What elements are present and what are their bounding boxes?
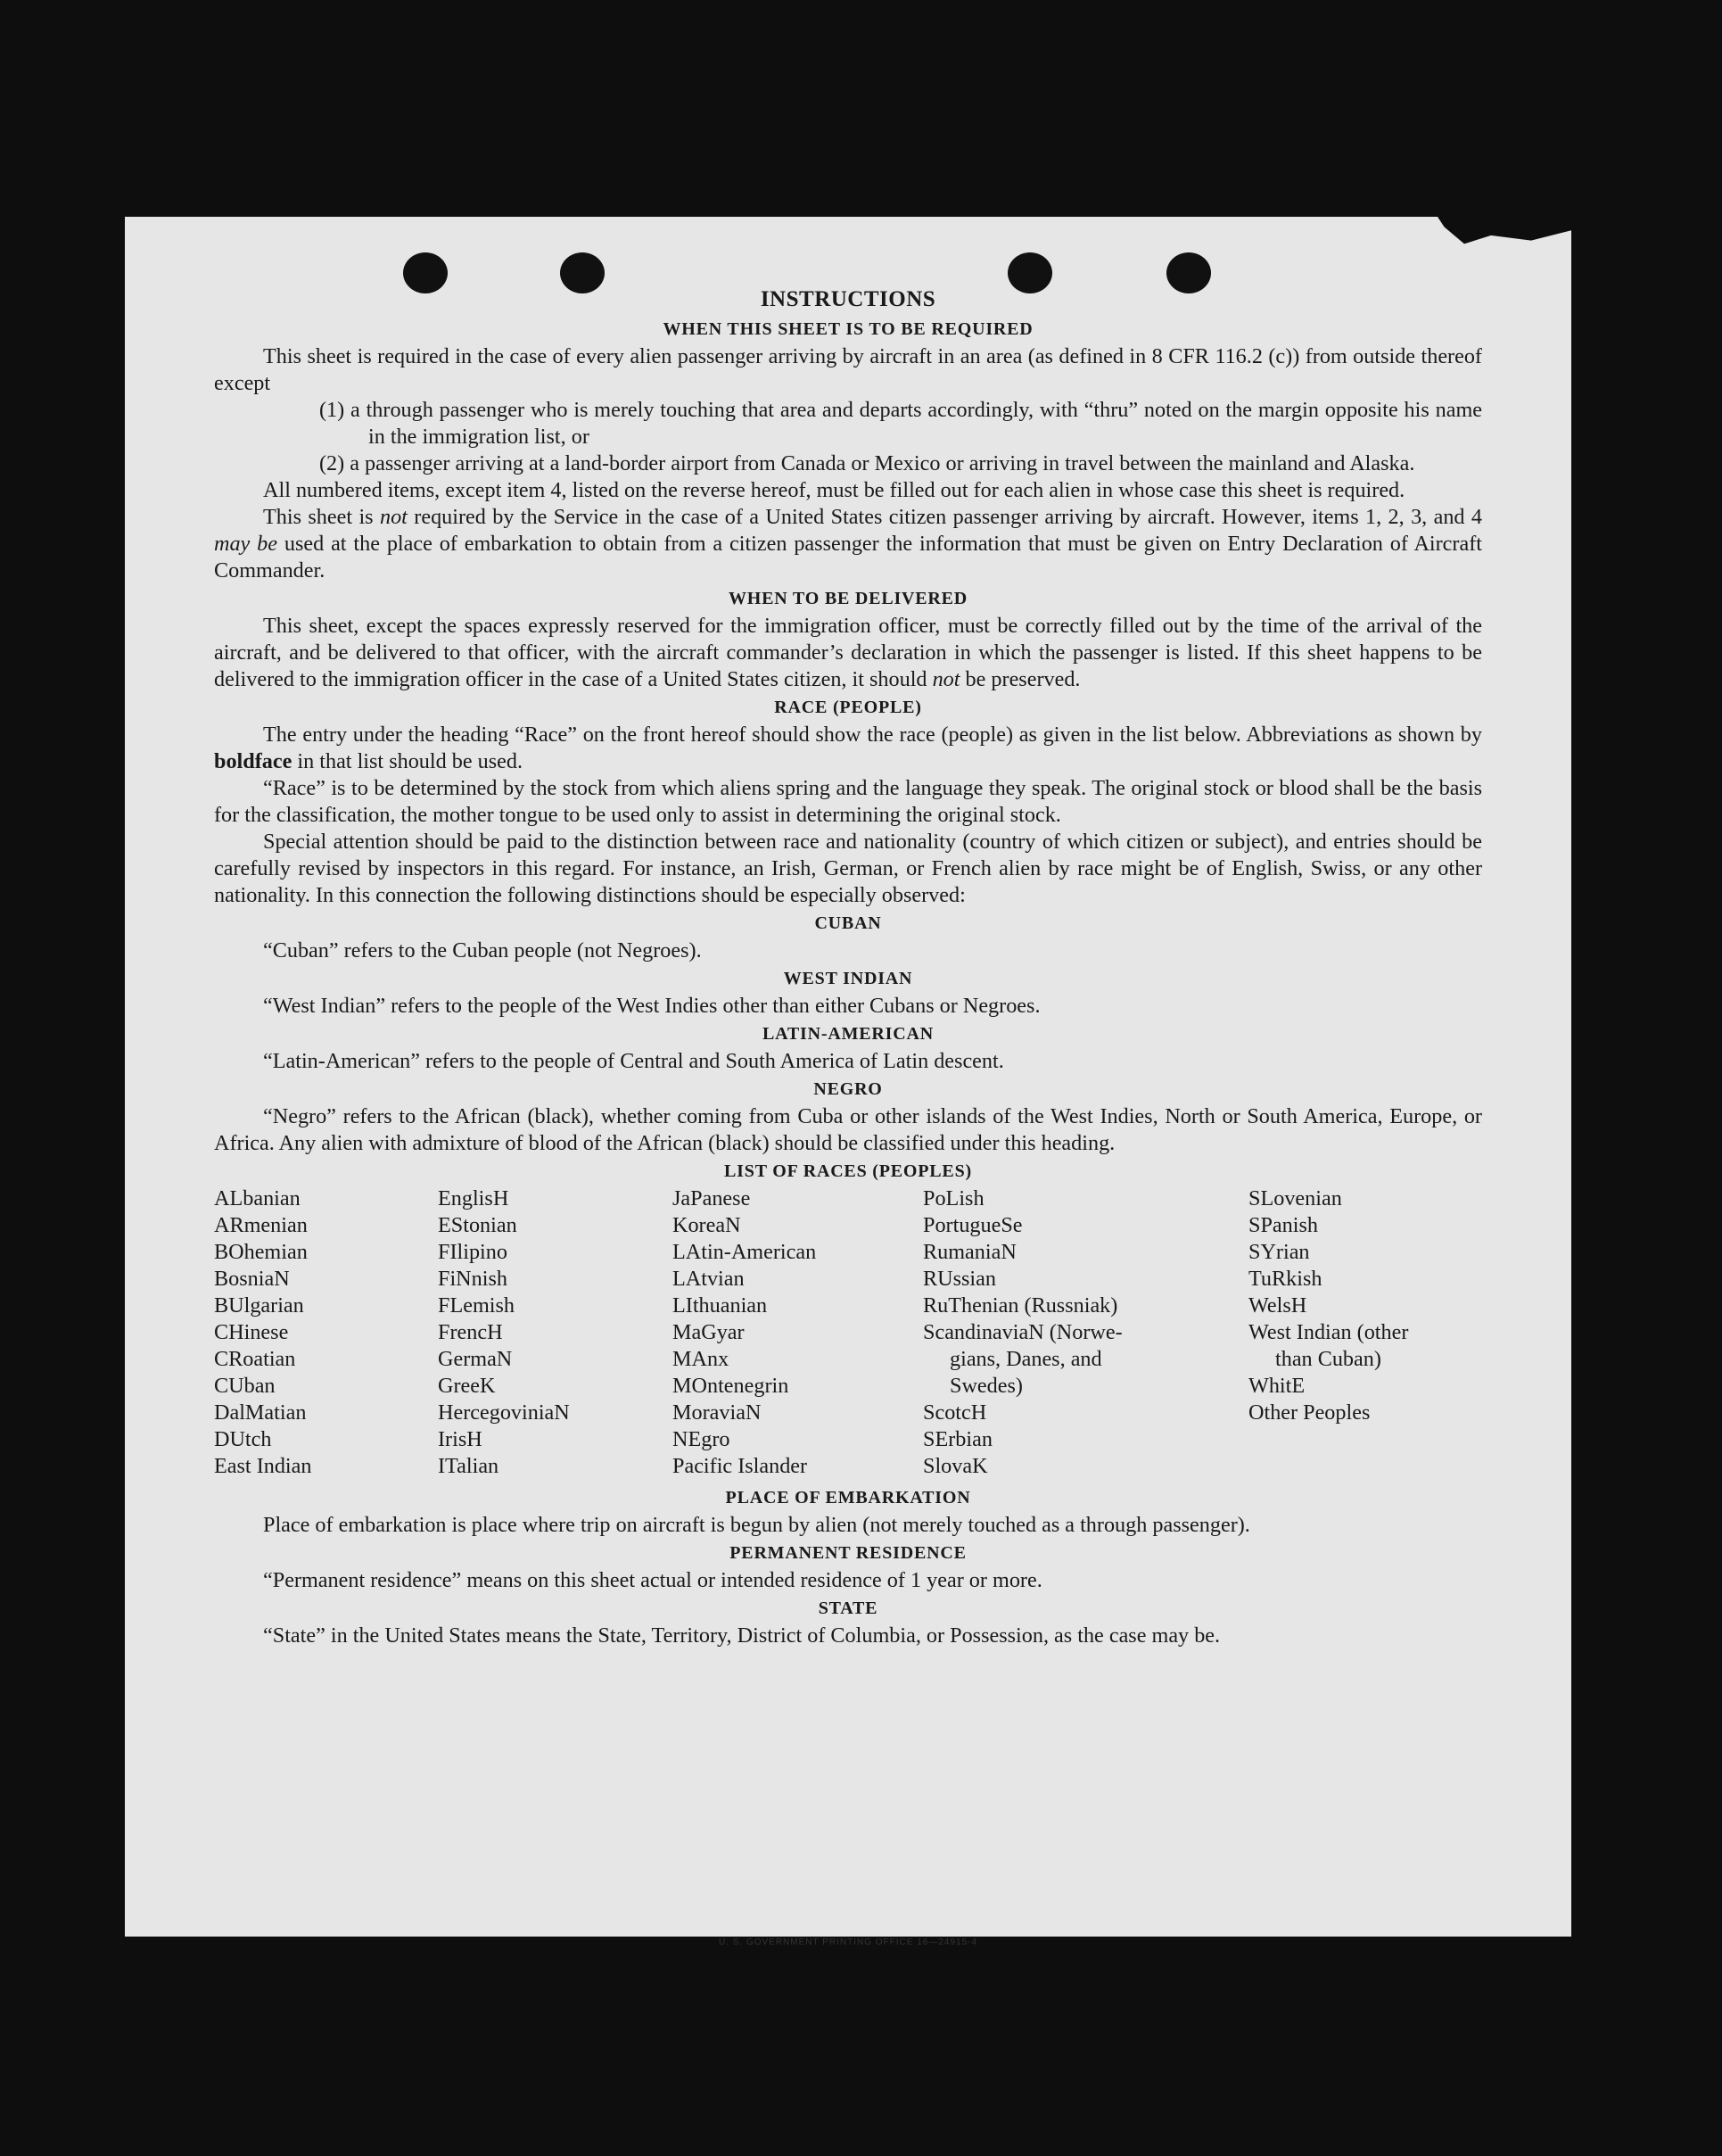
race-entry: ITalian	[438, 1454, 499, 1478]
heading-residence: PERMANENT RESIDENCE	[729, 1543, 967, 1563]
page-title: INSTRUCTIONS	[760, 287, 936, 311]
races-list	[214, 1185, 1482, 1480]
race-entry: ScandinaviaN (Norwe-	[923, 1320, 1123, 1344]
paragraph: All numbered items, except item 4, listed on the reverse hereof, must be filled out for each alien in whose case this sheet is required.	[263, 478, 1405, 502]
race-entry: TuRkish	[1248, 1267, 1322, 1291]
heading-race: RACE (PEOPLE)	[774, 698, 922, 717]
races-column	[214, 1185, 438, 1480]
races-column	[438, 1185, 672, 1480]
race-entry: BUlgarian	[214, 1293, 304, 1318]
races-column	[672, 1185, 923, 1480]
paragraph: “West Indian” refers to the people of the West Indies other than either Cubans or Negroes.	[263, 994, 1041, 1018]
paragraph: “Race” is to be determined by the stock from which aliens spring and the language they speak. The original stock or blood shall be the basis for the classification, the mother tongue to be used only to assist in determining the original stock.	[214, 776, 1482, 827]
race-entry: GermaN	[438, 1347, 513, 1371]
race-entry: MAnx	[672, 1347, 729, 1371]
race-entry: IrisH	[438, 1427, 482, 1451]
race-entry: ALbanian	[214, 1186, 301, 1210]
list-item: (2) a passenger arriving at a land-border airport from Canada or Mexico or arriving in travel between the mainland and Alaska.	[319, 451, 1415, 475]
race-entry: MaGyar	[672, 1320, 745, 1344]
race-entry: JaPanese	[672, 1186, 751, 1210]
race-entry: SLovenian	[1248, 1186, 1342, 1210]
race-entry: HercegoviniaN	[438, 1400, 570, 1425]
race-entry: EnglisH	[438, 1186, 509, 1210]
race-entry: gians, Danes, and	[950, 1347, 1102, 1371]
paragraph: Place of embarkation is place where trip on aircraft is begun by alien (not merely touched as a through passenger).	[263, 1513, 1250, 1537]
heading-list-of-races: LIST OF RACES (PEOPLES)	[724, 1161, 972, 1181]
heading-west-indian: WEST INDIAN	[783, 969, 913, 988]
race-entry: SErbian	[923, 1427, 993, 1451]
race-entry: FIlipino	[438, 1240, 507, 1264]
races-column	[1248, 1185, 1482, 1480]
race-entry: WhitE	[1248, 1374, 1306, 1398]
race-entry: Other Peoples	[1248, 1400, 1371, 1425]
paragraph: This sheet, except the spaces expressly reserved for the immigration officer, must be correctly filled out by the time of the arrival of the aircraft, and be delivered to that officer, with the aircraft commander’s declaration in which the passenger is listed. If this sheet happens to be delivered to the immigration officer in the case of a United States citizen, it should not be preserved.	[214, 614, 1482, 691]
race-entry: NEgro	[672, 1427, 730, 1451]
race-entry: DalMatian	[214, 1400, 307, 1425]
paragraph: The entry under the heading “Race” on the front hereof should show the race (people) as given in the list below. Abbreviations as shown by boldface in that list should be used.	[214, 723, 1482, 773]
race-entry: MoraviaN	[672, 1400, 762, 1425]
paragraph: “Latin-American” refers to the people of Central and South America of Latin descent.	[263, 1049, 1004, 1073]
race-entry: MOntenegrin	[672, 1374, 789, 1398]
race-entry: BosniaN	[214, 1267, 290, 1291]
list-item: (1) a through passenger who is merely touching that area and departs accordingly, with “thru” noted on the margin opposite his name in the immigration list, or	[319, 398, 1482, 449]
race-entry: ScotcH	[923, 1400, 987, 1425]
heading-negro: NEGRO	[813, 1079, 883, 1099]
race-entry: FiNnish	[438, 1267, 507, 1291]
race-entry: East Indian	[214, 1454, 312, 1478]
race-entry: WelsH	[1248, 1293, 1307, 1318]
race-entry: EStonian	[438, 1213, 517, 1237]
race-entry: Swedes)	[950, 1374, 1023, 1398]
paragraph: Special attention should be paid to the distinction between race and nationality (country of which citizen or subject), and entries should be carefully revised by inspectors in this regard. For instance, an Irish, German, or French alien by race might be of English, Swiss, or any other nationality. In this connection the following distinctions should be especially observed:	[214, 830, 1482, 907]
race-entry: SPanish	[1248, 1213, 1318, 1237]
race-entry: LAtin-American	[672, 1240, 817, 1264]
race-entry: GreeK	[438, 1374, 496, 1398]
paragraph: This sheet is required in the case of every alien passenger arriving by aircraft in an area (as defined in 8 CFR 116.2 (c)) from outside thereof except	[214, 344, 1482, 395]
heading-embarkation: PLACE OF EMBARKATION	[725, 1488, 971, 1508]
heading-when-required: WHEN THIS SHEET IS TO BE REQUIRED	[663, 319, 1034, 339]
paragraph: “Cuban” refers to the Cuban people (not Negroes).	[263, 938, 702, 962]
race-entry: RumaniaN	[923, 1240, 1017, 1264]
race-entry: Pacific Islander	[672, 1454, 808, 1478]
race-entry: BOhemian	[214, 1240, 308, 1264]
race-entry: PortugueSe	[923, 1213, 1023, 1237]
heading-when-delivered: WHEN TO BE DELIVERED	[728, 589, 968, 608]
race-entry: FrencH	[438, 1320, 503, 1344]
paragraph: “Negro” refers to the African (black), whether coming from Cuba or other islands of the West Indies, North or South America, Europe, or Africa. Any alien with admixture of blood of the African (black) should be classified under this heading.	[214, 1104, 1482, 1155]
race-entry: LAtvian	[672, 1267, 745, 1291]
document-sheet	[125, 217, 1571, 1947]
race-entry: than Cuban)	[1275, 1347, 1381, 1371]
paragraph: This sheet is not required by the Service in the case of a United States citizen passenger arriving by aircraft. However, items 1, 2, 3, and 4 may be used at the place of embarkation to obtain from a citizen passenger the information that must be given on Entry Declaration of Aircraft Commander.	[214, 505, 1482, 582]
paragraph: “Permanent residence” means on this sheet actual or intended residence of 1 year or more.	[263, 1568, 1042, 1592]
race-entry: West Indian (other	[1248, 1320, 1409, 1344]
printing-office-footer: U. S. GOVERNMENT PRINTING OFFICE 16—24915-4	[718, 1937, 978, 1947]
race-entry: PoLish	[923, 1186, 985, 1210]
heading-state: STATE	[818, 1598, 878, 1618]
paragraph: “State” in the United States means the State, Territory, District of Columbia, or Possession, as the case may be.	[263, 1623, 1221, 1648]
race-entry: RUssian	[923, 1267, 996, 1291]
race-entry: FLemish	[438, 1293, 515, 1318]
races-column	[923, 1185, 1248, 1480]
torn-corner	[1438, 217, 1571, 251]
race-entry: KoreaN	[672, 1213, 741, 1237]
heading-latin-american: LATIN-AMERICAN	[762, 1024, 934, 1044]
race-entry: CUban	[214, 1374, 276, 1398]
race-entry: DUtch	[214, 1427, 272, 1451]
race-entry: ARmenian	[214, 1213, 308, 1237]
race-entry: SlovaK	[923, 1454, 988, 1478]
race-entry: LIthuanian	[672, 1293, 768, 1318]
race-entry: CHinese	[214, 1320, 289, 1344]
heading-cuban: CUBAN	[814, 913, 882, 933]
race-entry: SYrian	[1248, 1240, 1310, 1264]
race-entry: RuThenian (Russniak)	[923, 1293, 1118, 1318]
instructions-content	[214, 285, 1482, 1947]
race-entry: CRoatian	[214, 1347, 296, 1371]
